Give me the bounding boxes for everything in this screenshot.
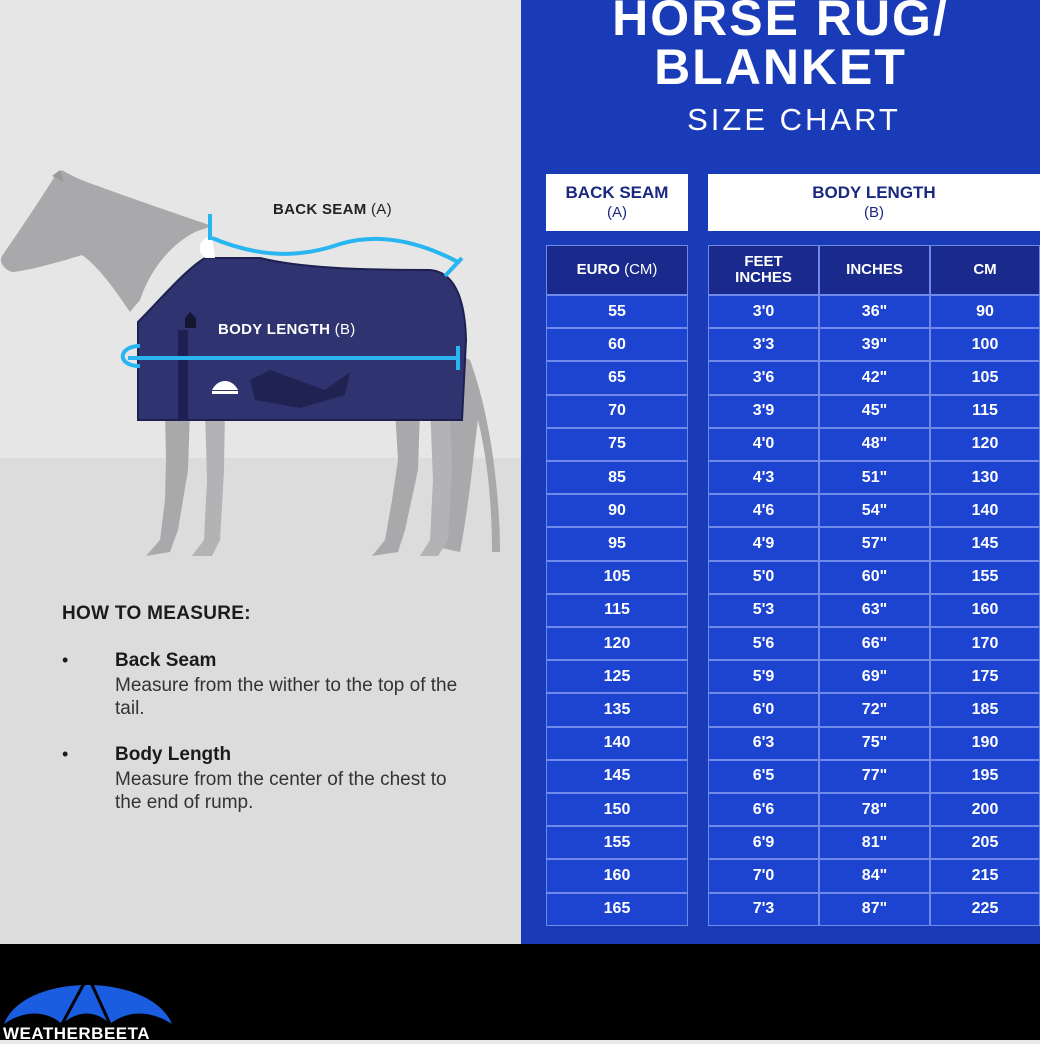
euro-cm-cell: 150: [546, 793, 688, 826]
feet-inches-cell: 6'5: [708, 760, 819, 793]
feet-inches-cell: 4'6: [708, 494, 819, 527]
feet-inches-cell: 6'6: [708, 793, 819, 826]
euro-cm-cell: 155: [546, 826, 688, 859]
feet-inches-cell: 6'3: [708, 727, 819, 760]
col-euro-unit: (CM): [624, 261, 658, 278]
feet-inches-cell: 7'3: [708, 893, 819, 926]
cm-cell: 100: [930, 328, 1040, 361]
cm-cell: 190: [930, 727, 1040, 760]
cm-cell: 185: [930, 693, 1040, 726]
inches-cell: 81": [819, 826, 930, 859]
inches-cell: 87": [819, 893, 930, 926]
euro-cm-cell: 140: [546, 727, 688, 760]
col-header-feet-inches: FEET INCHES: [708, 245, 819, 295]
euro-cm-cell: 55: [546, 295, 688, 328]
group-a-main: BACK SEAM: [565, 183, 669, 202]
cm-cell: 200: [930, 793, 1040, 826]
feet-inches-cell: 5'6: [708, 627, 819, 660]
inches-cell: 36": [819, 295, 930, 328]
back-seam-group-header: [546, 174, 688, 231]
feet-inches-cell: 3'6: [708, 361, 819, 394]
euro-cm-cell: 120: [546, 627, 688, 660]
cm-cell: 90: [930, 295, 1040, 328]
bullet: •: [62, 744, 69, 764]
euro-cm-cell: 75: [546, 428, 688, 461]
feet-inches-cell: 4'9: [708, 527, 819, 560]
inches-cell: 75": [819, 727, 930, 760]
cm-cell: 160: [930, 594, 1040, 627]
back-seam-letter: (A): [371, 201, 392, 218]
cm-cell: 120: [930, 428, 1040, 461]
inches-cell: 78": [819, 793, 930, 826]
inches-cell: 57": [819, 527, 930, 560]
body-length-label-text: BODY LENGTH: [218, 321, 331, 338]
back-seam-label-text: BACK SEAM: [273, 201, 367, 218]
body-length-diagram-label: [218, 321, 356, 338]
col-header-euro: [546, 245, 688, 295]
group-a-sub: (A): [607, 204, 627, 221]
feet-inches-cell: 4'0: [708, 428, 819, 461]
measure-item-title: Back Seam: [115, 650, 217, 671]
cm-cell: 195: [930, 760, 1040, 793]
euro-cm-cell: 70: [546, 395, 688, 428]
body-length-group-header: [708, 174, 1040, 231]
col-header-cm: CM: [930, 245, 1040, 295]
feet-inches-cell: 5'0: [708, 561, 819, 594]
euro-cm-cell: 95: [546, 527, 688, 560]
euro-cm-cell: 125: [546, 660, 688, 693]
horse-illustration: [0, 160, 521, 570]
group-b-sub: (B): [864, 204, 884, 221]
inches-cell: 72": [819, 693, 930, 726]
inches-cell: 77": [819, 760, 930, 793]
size-chart-panel: [521, 0, 1040, 944]
euro-cm-cell: 85: [546, 461, 688, 494]
col-euro-main: EURO: [576, 261, 620, 278]
measure-panel: [0, 0, 521, 944]
cm-cell: 175: [930, 660, 1040, 693]
measure-item-desc: Measure from the center of the chest to the end of rump.: [115, 769, 447, 813]
feet-inches-cell: 7'0: [708, 859, 819, 892]
cm-cell: 130: [930, 461, 1040, 494]
cm-cell: 205: [930, 826, 1040, 859]
inches-cell: 54": [819, 494, 930, 527]
back-seam-diagram-label: [273, 201, 392, 218]
euro-cm-cell: 115: [546, 594, 688, 627]
inches-cell: 48": [819, 428, 930, 461]
page-title: [521, 0, 1040, 95]
inches-cell: 51": [819, 461, 930, 494]
euro-cm-cell: 135: [546, 693, 688, 726]
inches-cell: 63": [819, 594, 930, 627]
footer: [0, 944, 1040, 1040]
how-to-measure-heading: HOW TO MEASURE:: [62, 603, 251, 624]
page-subtitle: SIZE CHART: [687, 102, 901, 137]
cm-cell: 155: [930, 561, 1040, 594]
euro-cm-cell: 165: [546, 893, 688, 926]
euro-cm-cell: 90: [546, 494, 688, 527]
euro-cm-cell: 160: [546, 859, 688, 892]
title-line-2: BLANKET: [654, 39, 907, 95]
cm-cell: 225: [930, 893, 1040, 926]
inches-cell: 69": [819, 660, 930, 693]
col-header-inches: INCHES: [819, 245, 930, 295]
inches-cell: 66": [819, 627, 930, 660]
measure-item-title: Body Length: [115, 744, 232, 765]
inches-cell: 42": [819, 361, 930, 394]
feet-inches-cell: 6'0: [708, 693, 819, 726]
cm-cell: 140: [930, 494, 1040, 527]
inches-cell: 45": [819, 395, 930, 428]
feet-inches-cell: 3'3: [708, 328, 819, 361]
inches-cell: 39": [819, 328, 930, 361]
group-b-main: BODY LENGTH: [812, 183, 936, 202]
feet-inches-cell: 4'3: [708, 461, 819, 494]
measure-item-desc: Measure from the wither to the top of the tail.: [115, 675, 458, 719]
feet-inches-cell: 6'9: [708, 826, 819, 859]
body-length-letter: (B): [334, 321, 356, 338]
feet-inches-cell: 5'9: [708, 660, 819, 693]
euro-cm-cell: 105: [546, 561, 688, 594]
euro-cm-cell: 65: [546, 361, 688, 394]
cm-cell: 115: [930, 395, 1040, 428]
cm-cell: 105: [930, 361, 1040, 394]
inches-cell: 84": [819, 859, 930, 892]
euro-cm-cell: 145: [546, 760, 688, 793]
feet-inches-cell: 3'0: [708, 295, 819, 328]
euro-cm-cell: 60: [546, 328, 688, 361]
cm-cell: 145: [930, 527, 1040, 560]
title-line-1: HORSE RUG/: [612, 0, 949, 46]
cm-cell: 170: [930, 627, 1040, 660]
cm-cell: 215: [930, 859, 1040, 892]
feet-inches-cell: 3'9: [708, 395, 819, 428]
inches-cell: 60": [819, 561, 930, 594]
feet-inches-cell: 5'3: [708, 594, 819, 627]
brand-wordmark: WEATHERBEETA: [3, 1024, 151, 1043]
bullet: •: [62, 650, 69, 670]
